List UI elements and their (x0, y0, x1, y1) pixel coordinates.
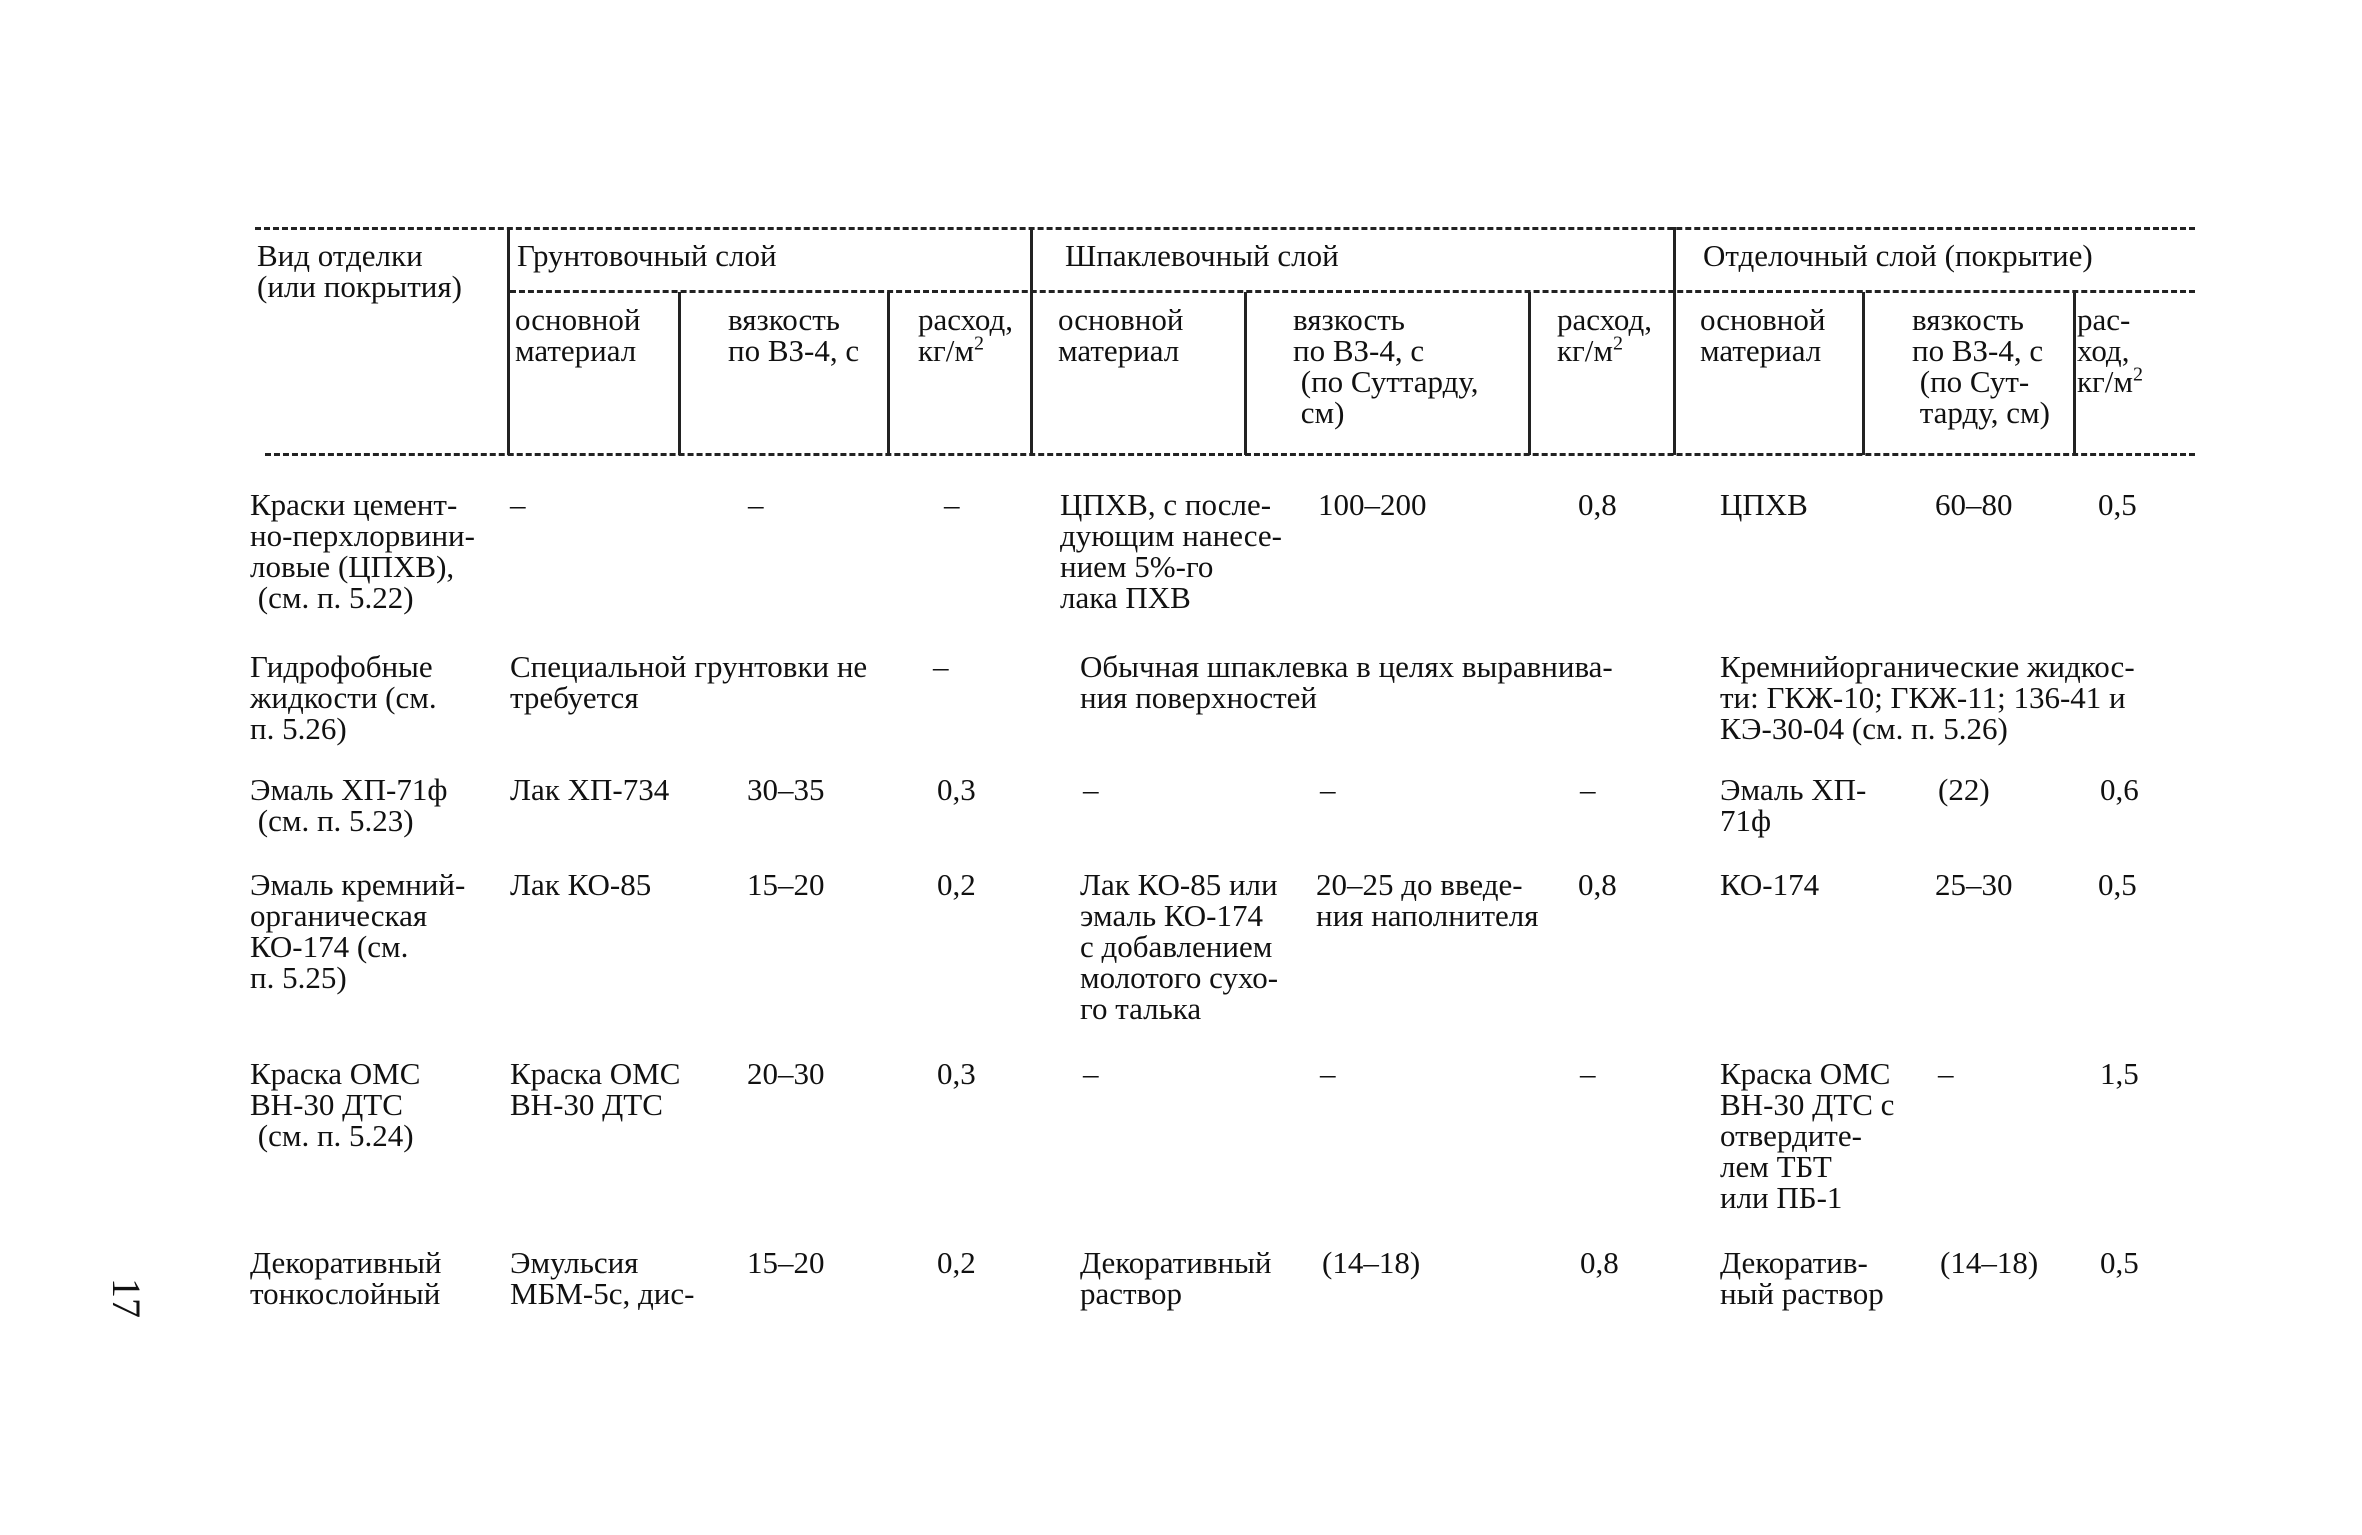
header-group-primer: Грунтовочный слой (517, 238, 777, 273)
primer-consumption: – (944, 487, 960, 522)
row-type: Декоративный тонкослойный (250, 1245, 442, 1311)
finish-material: Эмаль ХП- 71ф (1720, 772, 1867, 838)
primer-viscosity: 15–20 (747, 1245, 825, 1280)
header-putty-material: основной материал (1058, 302, 1184, 368)
putty-material: Лак КО-85 или эмаль КО-174 с добавлением молотого сухо- го талька (1080, 867, 1279, 1026)
table-top-rule (255, 227, 2195, 230)
finish-consumption: 0,5 (2098, 867, 2137, 902)
primer-viscosity: 15–20 (747, 867, 825, 902)
finish-viscosity: (14–18) (1940, 1245, 2039, 1280)
row-type: Гидрофобные жидкости (см. п. 5.26) (250, 649, 437, 746)
finish-material: Краска ОМС ВН-30 ДТС с отвердите- лем ТБТ или ПБ-1 (1720, 1056, 1895, 1215)
header-finish-viscosity: вязкость по ВЗ-4, с (по Сут- тарду, см) (1912, 302, 2050, 430)
header-primer-viscosity: вязкость по ВЗ-4, с (728, 302, 860, 368)
finish-viscosity: 60–80 (1935, 487, 2013, 522)
header-bottom-rule (265, 453, 2195, 456)
putty-consumption: – (1580, 1056, 1596, 1091)
primer-consumption: 0,2 (937, 867, 976, 902)
row-type: Краска ОМС ВН-30 ДТС (см. п. 5.24) (250, 1056, 421, 1153)
putty-material: – (1083, 772, 1099, 807)
column-divider (678, 292, 681, 455)
primer-material: Эмульсия МБМ-5с, дис- (510, 1245, 695, 1311)
primer-consumption: 0,2 (937, 1245, 976, 1280)
finish-span: Кремнийорганические жидкос- ти: ГКЖ-10; ГКЖ-11; 136-41 и КЭ-30-04 (см. п. 5.26) (1720, 649, 2135, 746)
header-primer-consumption: расход, $кг/м^2$ (918, 302, 1014, 368)
putty-consumption: 0,8 (1578, 487, 1617, 522)
column-divider (1244, 292, 1247, 455)
primer-consumption: – (933, 649, 949, 684)
putty-material: – (1083, 1056, 1099, 1091)
putty-viscosity: 100–200 (1318, 487, 1427, 522)
putty-viscosity: (14–18) (1322, 1245, 1421, 1280)
header-primer-material: основной материал (515, 302, 641, 368)
primer-material: Краска ОМС ВН-30 ДТС (510, 1056, 681, 1122)
primer-material: Лак ХП-734 (510, 772, 670, 807)
column-divider (1673, 227, 1676, 455)
column-divider (887, 292, 890, 455)
putty-consumption: 0,8 (1580, 1245, 1619, 1280)
putty-span: Обычная шпаклевка в целях выравнива- ния поверхностей (1080, 649, 1613, 715)
primer-viscosity: 20–30 (747, 1056, 825, 1091)
header-group-putty: Шпаклевочный слой (1065, 238, 1339, 273)
header-finish-consumption: рас- ход, $кг/м^2$ (2077, 302, 2144, 399)
putty-viscosity: – (1320, 1056, 1336, 1091)
putty-viscosity: – (1320, 772, 1336, 807)
column-divider (1030, 227, 1033, 455)
row-type: Эмаль кремний- органическая КО-174 (см. п. 5.25) (250, 867, 466, 995)
header-type-label: Вид отделки (или покрытия) (257, 238, 462, 304)
header-putty-viscosity: вязкость по ВЗ-4, с (по Суттарду, см) (1293, 302, 1479, 430)
finish-consumption: 0,5 (2098, 487, 2137, 522)
putty-viscosity: 20–25 до введе- ния наполнителя (1316, 867, 1539, 933)
putty-consumption: – (1580, 772, 1596, 807)
column-divider (1862, 292, 1865, 455)
putty-material: ЦПХВ, с после- дующим нанесе- нием 5%-го лака ПХВ (1060, 487, 1282, 615)
page-number: 17 (104, 1278, 149, 1318)
finish-material: КО-174 (1720, 867, 1820, 902)
header-finish-material: основной материал (1700, 302, 1826, 368)
row-type: Эмаль ХП-71ф (см. п. 5.23) (250, 772, 448, 838)
primer-material: Лак КО-85 (510, 867, 652, 902)
finish-material: Декоратив- ный раствор (1720, 1245, 1884, 1311)
column-divider (1528, 292, 1531, 455)
finish-viscosity: – (1938, 1056, 1954, 1091)
finish-viscosity: (22) (1938, 772, 1990, 807)
column-divider (2073, 292, 2076, 455)
putty-material: Декоративный раствор (1080, 1245, 1272, 1311)
finish-consumption: 0,5 (2100, 1245, 2139, 1280)
row-type: Краски цемент- но-перхлорвини- ловые (ЦПХВ), (см. п. 5.22) (250, 487, 475, 615)
finish-viscosity: 25–30 (1935, 867, 2013, 902)
header-putty-consumption: расход, $кг/м^2$ (1557, 302, 1653, 368)
finish-consumption: 0,6 (2100, 772, 2139, 807)
finish-consumption: 1,5 (2100, 1056, 2139, 1091)
column-divider (507, 227, 510, 455)
primer-consumption: 0,3 (937, 772, 976, 807)
finish-material: ЦПХВ (1720, 487, 1808, 522)
subheader-rule (510, 290, 2195, 293)
primer-viscosity: – (748, 487, 764, 522)
primer-consumption: 0,3 (937, 1056, 976, 1091)
primer-viscosity: 30–35 (747, 772, 825, 807)
putty-consumption: 0,8 (1578, 867, 1617, 902)
header-group-finish: Отделочный слой (покрытие) (1703, 238, 2093, 273)
primer-span: Специальной грунтовки не требуется (510, 649, 868, 715)
primer-material: – (510, 487, 526, 522)
